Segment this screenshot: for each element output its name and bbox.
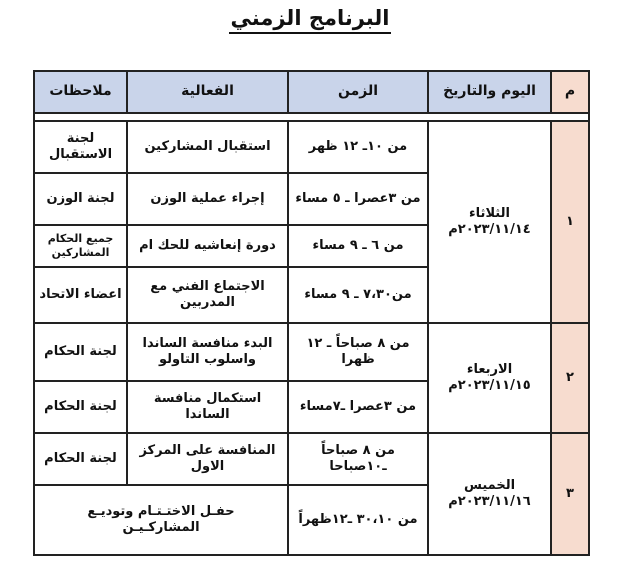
notes-cell: جميع الحكام المشاركين — [34, 225, 127, 267]
time-cell: من ٣عصرا ـ٧مساء — [288, 381, 428, 433]
time-cell: من ٨ صباحاً ـ١٠صباحا — [288, 433, 428, 485]
closing-cell: حفـل الاختـتـام وتوديـع المشاركـيـن — [34, 485, 288, 555]
notes-cell: لجنة الاستقبال — [34, 121, 127, 173]
day-cell — [428, 121, 551, 323]
day-cell — [428, 323, 551, 433]
time-cell: من ٣عصرا ـ ٥ مساء — [288, 173, 428, 225]
day-number: ٢ — [551, 323, 589, 433]
day-date: ٢٠٢٣/١١/١٤م — [448, 222, 531, 237]
table-row — [34, 121, 589, 173]
day-number: ١ — [551, 121, 589, 323]
notes-cell: لجنة الوزن — [34, 173, 127, 225]
notes-cell: لجنة الحكام — [34, 381, 127, 433]
table-row — [34, 323, 589, 381]
time-cell: من ١٠ـ ١٢ ظهر — [288, 121, 428, 173]
day-date: ٢٠٢٣/١١/١٦م — [448, 494, 531, 509]
day-name: الخميس — [463, 477, 516, 493]
activity-cell: البدء منافسة الساندا واسلوب التاولو — [127, 323, 288, 381]
activity-cell: المنافسة على المركز الاول — [127, 433, 288, 485]
day-date: ٢٠٢٣/١١/١٥م — [448, 378, 531, 393]
activity-cell: إجراء عملية الوزن — [127, 173, 288, 225]
header-row — [34, 71, 589, 113]
notes-cell: لجنة الحكام — [34, 433, 127, 485]
day-name: الاربعاء — [466, 361, 513, 377]
schedule-table — [33, 70, 590, 556]
header-num: م — [551, 71, 589, 113]
time-cell: من٧،٣٠ ـ ٩ مساء — [288, 267, 428, 323]
table-row — [34, 433, 589, 485]
day-cell — [428, 433, 551, 555]
page-title — [0, 6, 620, 30]
header-notes: ملاحظات — [34, 71, 127, 113]
header-activity: الفعالية — [127, 71, 288, 113]
day-name: الثلاثاء — [469, 205, 510, 221]
notes-cell: اعضاء الاتحاد — [34, 267, 127, 323]
activity-cell: استكمال منافسة الساندا — [127, 381, 288, 433]
page-title-text: البرنامج الزمني — [229, 6, 392, 34]
header-time: الزمن — [288, 71, 428, 113]
day-number: ٣ — [551, 433, 589, 555]
activity-cell: الاجتماع الفني مع المدربين — [127, 267, 288, 323]
notes-cell: لجنة الحكام — [34, 323, 127, 381]
time-cell: من ٦ ـ ٩ مساء — [288, 225, 428, 267]
activity-cell: استقبال المشاركين — [127, 121, 288, 173]
spacer-row — [34, 113, 589, 121]
header-day: اليوم والتاريخ — [428, 71, 551, 113]
time-cell: من ٣٠،١٠ ـ١٢ظهراً — [288, 485, 428, 555]
activity-cell: دورة إنعاشيه للحك ام — [127, 225, 288, 267]
time-cell: من ٨ صباحاً ـ ١٢ ظهرا — [288, 323, 428, 381]
